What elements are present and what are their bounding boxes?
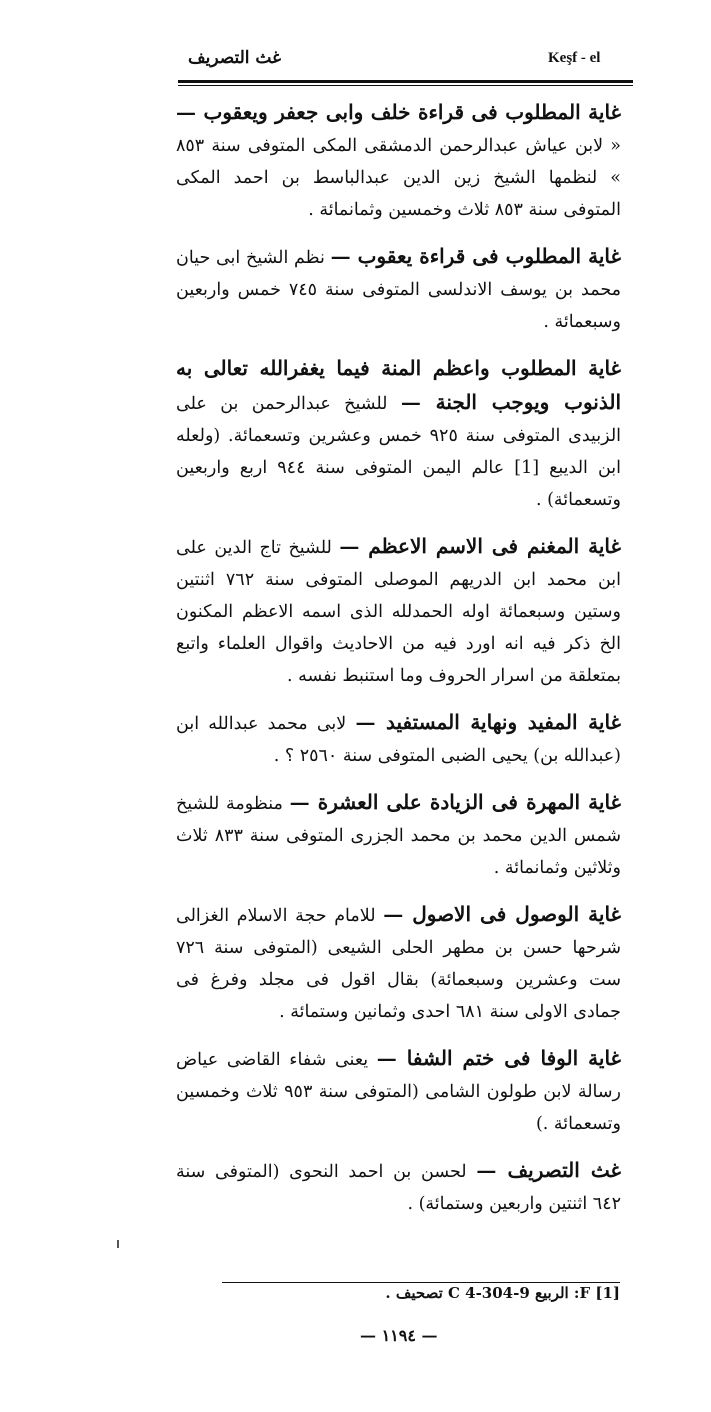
footnote: [1] F: الربيع C 4-304-9 تصحيف . — [385, 1284, 620, 1302]
entry-body: يعنى شفاء القاضى عياض رسالة لابن طولون الشامى (المتوفى سنة ٩٥٣ ثلاث وخمسين وتسعمائة .) — [176, 1050, 621, 1134]
running-header-latin: Keşf - el — [548, 50, 601, 66]
entry — [176, 530, 621, 692]
text-column — [176, 96, 621, 1234]
entry-title: غاية الوصول فى الاصول — — [383, 902, 621, 926]
entry-title: غاية المطلوب فى قراءة خلف وابى جعفر ويعقوب — — [176, 100, 621, 124]
entry-body: نظم الشيخ ابى حيان محمد بن يوسف الاندلسى المتوفى سنة ٧٤٥ خمس واربعين وسبعمائة . — [176, 248, 621, 332]
entry — [176, 786, 621, 884]
entry-title: غاية الوفا فى ختم الشفا — — [376, 1046, 621, 1070]
header-rule-thin — [178, 85, 633, 86]
entry-body: للشيخ عبدالرحمن بن على الزبيدى المتوفى سنة ٩٢٥ خمس وعشرين وتسعمائة. (ولعله ابن الديبع [1] عالم اليمن المتوفى سنة ٩٤٤ اربع واربعين وتسعمائة) . — [176, 394, 622, 510]
entry — [176, 96, 621, 226]
entry — [176, 240, 621, 338]
entry-title: غاية المهرة فى الزيادة على العشرة — — [289, 790, 621, 814]
entry-body: للامام حجة الاسلام الغزالى شرحها حسن بن مطهر الحلى الشيعى (المتوفى سنة ٧٢٦ ست وعشرين وسبعمائة) بقال اقول فى مجلد وفرغ فى جمادى الاولى سنة ٦٨١ احدى وثمانين وستمائة . — [176, 906, 621, 1022]
entry — [176, 352, 621, 516]
entry-body: « لابن عياش عبدالرحمن الدمشقى المكى المتوفى سنة ٨٥٣ » لنظمها الشيخ زين الدين عبدالباسط بن احمد المكى المتوفى سنة ٨٥٣ ثلاث وخمسين وثمانمائة . — [176, 136, 621, 220]
entry-body: منظومة للشيخ شمس الدين محمد بن محمد الجزرى المتوفى سنة ٨٣٣ ثلاث وثلاثين وثمانمائة . — [176, 794, 621, 878]
entry-title: غاية المطلوب فى قراءة يعقوب — — [330, 244, 621, 268]
entry — [176, 1154, 621, 1220]
entry-title: غاية المغنم فى الاسم الاعظم — — [339, 534, 621, 558]
footnote-rule — [222, 1282, 620, 1283]
running-header-arabic: غث التصريف — [188, 48, 281, 68]
page-number: — ١١٩٤ — — [360, 1326, 438, 1345]
entry-body: لحسن بن احمد النحوى (المتوفى سنة ٦٤٢ اثنتين واربعين وستمائة) . — [176, 1162, 621, 1214]
entry-title: غث التصريف — — [476, 1158, 621, 1182]
header-rule-thick — [178, 80, 633, 83]
entry-title: غاية المفيد ونهاية المستفيد — — [355, 710, 621, 734]
entry-title: غاية المطلوب واعظم المنة فيما يغفرالله تعالى به الذنوب ويوجب الجنة — — [176, 356, 621, 414]
entry-body: للشيخ تاج الدين على ابن محمد ابن الدريهم الموصلى المتوفى سنة ٧٦٢ اثنتين وستين وسبعمائة اوله الحمدلله الذى اسمه الاعظم المكنون الخ ذكر فيه انه اورد فيه من الاحاديث واقوال العلماء واتبع بمتعلقة من اسرار الحروف وما استنبط نفسه . — [176, 538, 621, 686]
entry-body: لابى محمد عبدالله ابن (عبدالله بن) يحيى الضبى المتوفى سنة ٢٥٦٠ ؟ . — [176, 714, 621, 766]
entry — [176, 898, 621, 1028]
entry — [176, 706, 621, 772]
entry — [176, 1042, 621, 1140]
scan-speck — [117, 1240, 119, 1248]
